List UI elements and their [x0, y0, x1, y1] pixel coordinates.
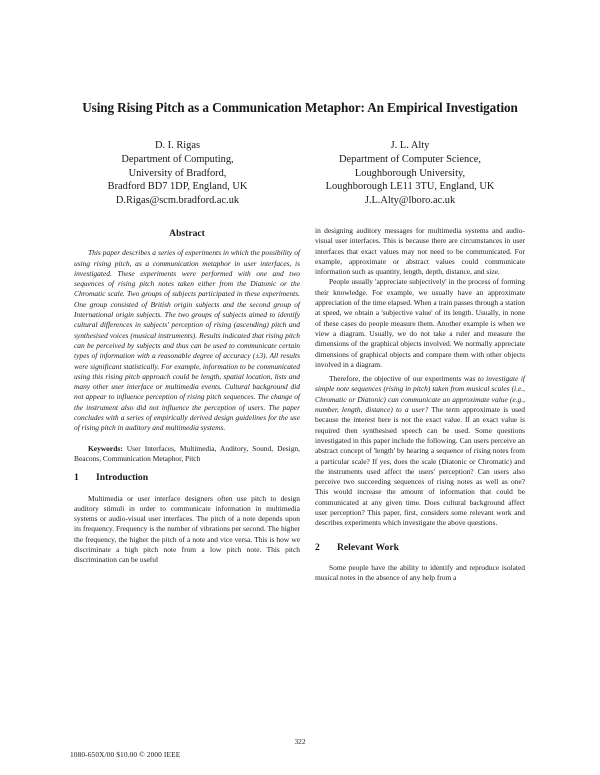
author-email[interactable]: J.L.Alty@lboro.ac.uk [364, 195, 456, 207]
keywords-label: Keywords: [88, 443, 123, 453]
author-dept: Department of Computing, [121, 153, 234, 165]
keywords [74, 444, 300, 465]
author-email[interactable]: D.Rigas@scm.bradford.ac.uk [115, 195, 240, 207]
author-org: Loughborough University, [354, 167, 466, 179]
page-number: 322 [294, 737, 306, 746]
objective-text-end: The term approximate is used because the interest here is not the exact value. If an exact value is required then synthesised speech can be used. Some questions investigated in this paper include the following. Can users perceive an abstract concept of 'length' by hearing a sequence of rising notes from a particular scale? If yes, does the scale (Diatonic or Chromatic) and the instruments used affect the users' perception? Can users also perceive two succeeding sequences of rising notes as well as one? This would increase the amount of information that could be communicated at any given time. Does cultural background affect user perception? This paper, first, considers some relevant work and describes experiments which investigate the above questions. [315, 405, 526, 528]
section-number: 2 [315, 541, 320, 553]
author-name: J. L. Alty [390, 140, 430, 151]
body-paragraph: in designing auditory messages for multimedia systems and audio-visual user interfaces. This is because there are circumstances in user interfaces that exact values may not need to be communicated. For example, approximate or abstract values could communicate information such as quantity, length, depth, distance, and size. [315, 226, 525, 277]
relevant-work-paragraph: Some people have the ability to identify and reproduce isolated musical notes in the absence of any help from a [315, 562, 525, 583]
keywords-text: User Interfaces, Multimedia, Auditory, Sound, Design, Beacons, Communication Metaphor, Pitch [74, 443, 300, 463]
right-column [315, 226, 525, 584]
section-heading-relevant-work [315, 543, 525, 553]
author-dept: Department of Computer Science, [339, 153, 481, 165]
abstract-text: This paper describes a series of experiments in which the possibility of using rising pitch, as a communication metaphor in user interfaces, is investigated. These experiments were performed with one and two sequences of rising pitch notes taken either from the Diatonic or the Chromatic scale. Two groups of subjects participated in these experiments. One group consisted of British origin subjects and the second group of International origin subjects. The two groups of subjects aimed to identify cultural differences in subjects' perception of rising (ascending) pitch and synthesised voices (musical instruments). Results indicated that rising pitch can be perceived by subjects and thus can be used to communicate certain types of information with a reasonable degree of accuracy (±3). All results were significant statistically. For example, information to be communicated using this rising pitch approach could be length, spatial location, lists and many other user interface or multimedia events. Cultural background did not appear to influence perception of rising pitch sequences. The change of the instrument also did not influence the perception of users. The paper concludes with a series of empirically derived design guidelines for the use of rising pitch in auditory and multimedia systems. [74, 248, 300, 433]
author-block-1 [70, 139, 285, 208]
section-number: 1 [74, 472, 79, 484]
intro-paragraph: Multimedia or user interface designers often use pitch to design auditory stimuli in order to communicate information in multimedia systems or audio-visual user interfaces. The pitch of a note depends upon its frequency. Frequency is the number of vibrations per second. The higher the frequency, the higher the pitch of a note and vice versa. This is how we discriminate a high pitch note from a low pitch note. This pitch discrimination can be useful [74, 493, 300, 565]
abstract-heading: Abstract [169, 228, 205, 239]
objective-emphasis: to investigate if simple note sequences (rising in pitch) taken from musical scales (i.e., Chromatic or Diatonic) can communicate an approximate value (e.g., number, length, distance) to a user? [315, 374, 526, 415]
author-address: Bradford BD7 1DP, England, UK [107, 181, 248, 193]
left-column [74, 222, 300, 566]
objective-paragraph [315, 374, 525, 528]
copyright-notice: 1080-650X/00 $10.00 © 2000 IEEE [70, 750, 181, 759]
author-address: Loughborough LE11 3TU, England, UK [325, 181, 495, 193]
author-block-2 [305, 139, 515, 208]
section-title: Introduction [96, 472, 149, 484]
section-heading-introduction [74, 473, 300, 483]
author-name: D. I. Rigas [154, 140, 201, 151]
author-org: University of Bradford, [128, 167, 227, 179]
body-paragraph: People usually 'appreciate subjectively' in the process of forming their knowledge. For example, we usually have an approximate appreciation of the time elapsed. When a train passes through a station at speed, we obtain a 'subjective value' of its length. Usually, in none of these cases do people measure them. Another example is when we view a diagram. Usually, we do not take a ruler and measure the dimensions of the graphical objects involved. We normally appreciate dimensions of graphical objects and compare them with other objects involved in a diagram. [315, 277, 525, 369]
paper-title: Using Rising Pitch as a Communication Metaphor: An Empirical Investigation [82, 100, 518, 115]
objective-text-start: Therefore, the objective of our experiments was [329, 374, 478, 384]
section-title: Relevant Work [337, 541, 399, 553]
